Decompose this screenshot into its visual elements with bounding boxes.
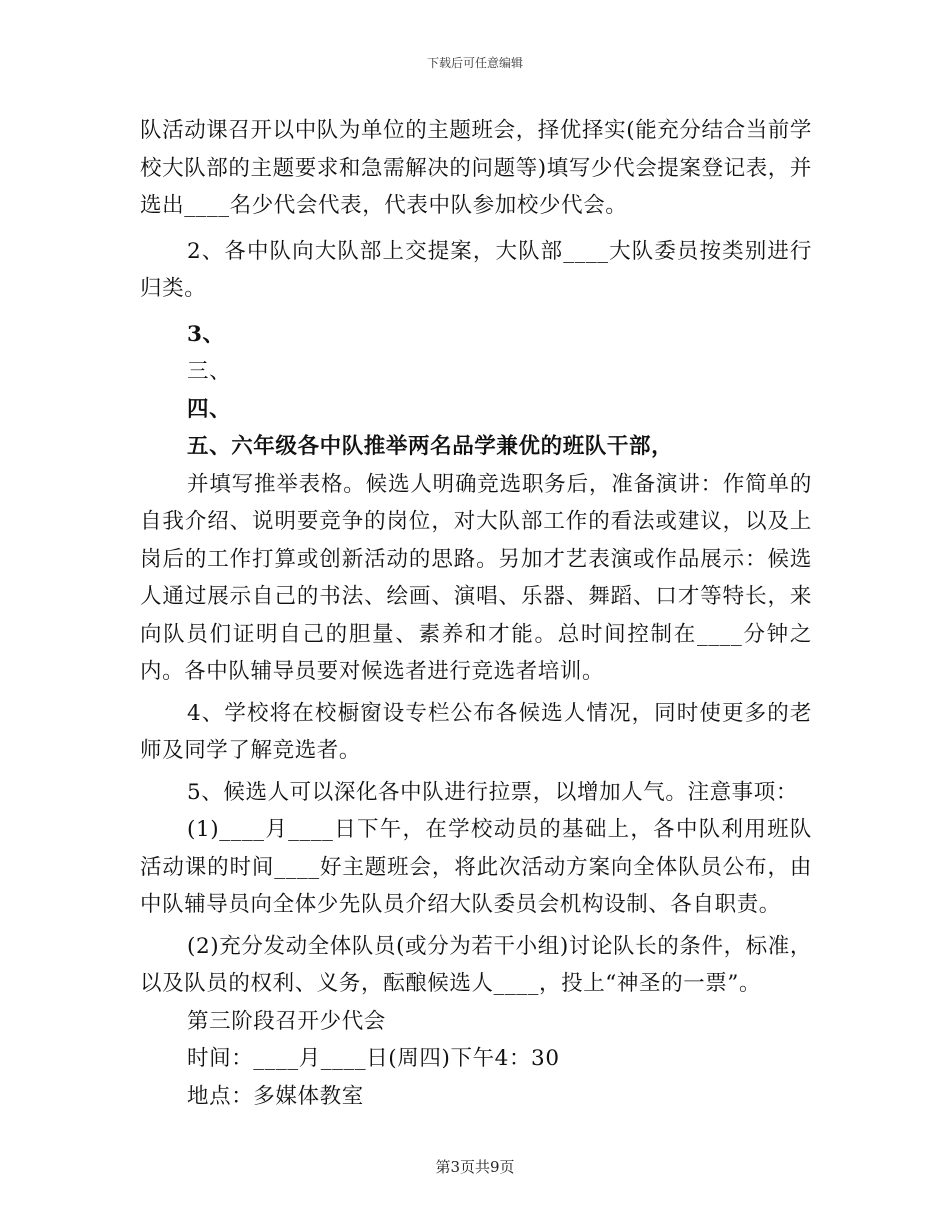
paragraph-5: 四、 — [187, 396, 232, 422]
paragraph-3: 3、 — [187, 321, 225, 347]
paragraph-6: 五、六年级各中队推举两名品学兼优的班队干部， — [187, 434, 674, 459]
paragraph-4: 三、 — [187, 359, 232, 384]
paragraph-2: 2、各中队向大队部上交提案，大队部____大队委员按类别进行归类。 — [140, 238, 812, 301]
paragraph-10: (1)____月____日下午，在学校动员的基础上，各中队利用班队活动课的时间____好主题班会，将此次活动方案向全体队员公布，由中队辅导员向全体少先队员介绍大队委员会机构设制、各自职责。 — [140, 817, 812, 917]
paragraph-14: 地点：多媒体教室 — [187, 1083, 364, 1109]
document-body — [140, 112, 812, 1115]
page-header: 下载后可任意编辑 — [426, 56, 523, 70]
paragraph-1: 队活动课召开以中队为单位的主题班会，择优择实(能充分结合当前学校大队部的主题要求和急需解决的问题等)填写少代会提案登记表，并选出____名少代会代表，代表中队参加校少代会。 — [140, 118, 812, 218]
paragraph-13: 时间：____月____日(周四)下午4：30 — [187, 1046, 560, 1071]
paragraph-11: (2)充分发动全体队员(或分为若干小组)讨论队长的条件，标准，以及队员的权利、义务，酝酿候选人____，投上“神圣的一票”。 — [140, 933, 812, 996]
paragraph-7: 并填写推举表格。候选人明确竞选职务后，准备演讲：作简单的自我介绍、说明要竞争的岗位，对大队部工作的看法或建议，以及上岗后的工作打算或创新活动的思路。另加才艺表演或作品展示：候选人通过展示自己的书法、绘画、演唱、乐器、舞蹈、口才等特长，来向队员们证明自己的胆量、素养和才能。总时间控制在____分钟之内。各中队辅导员要对候选者进行竞选者培训。 — [140, 471, 812, 684]
paragraph-9: 5、候选人可以深化各中队进行拉票，以增加人气。注意事项： — [187, 779, 798, 805]
paragraph-8: 4、学校将在校橱窗设专栏公布各候选人情况，同时使更多的老师及同学了解竞选者。 — [140, 700, 812, 763]
page-footer: 第3页共9页 — [435, 1158, 515, 1176]
paragraph-12: 第三阶段召开少代会 — [187, 1008, 386, 1034]
